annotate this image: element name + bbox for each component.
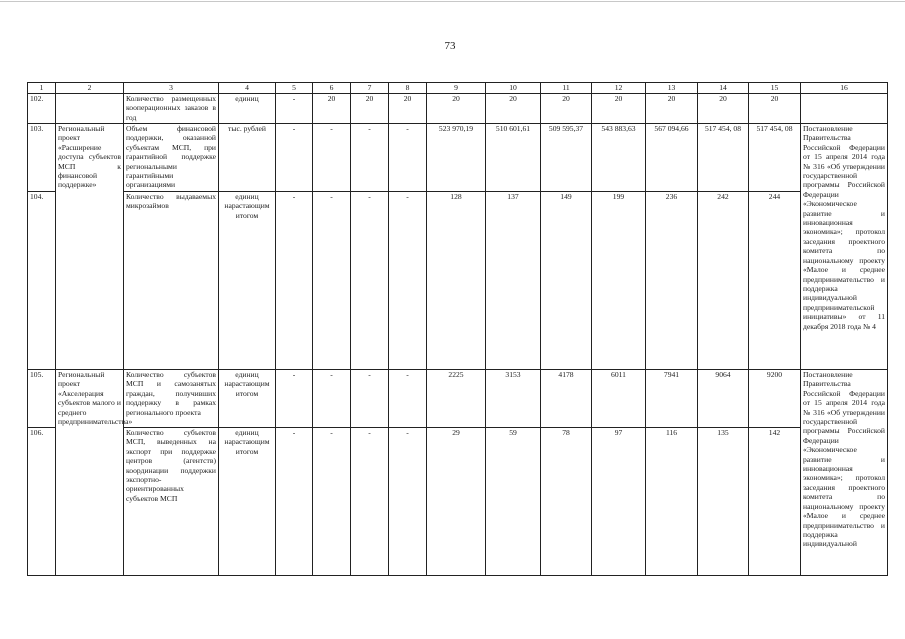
value-cell: 20 bbox=[541, 94, 592, 124]
value-cell: 20 bbox=[351, 94, 389, 124]
value-cell: - bbox=[351, 428, 389, 576]
value-cell: 244 bbox=[749, 192, 801, 370]
row-number: 106. bbox=[28, 428, 56, 576]
value-cell: 523 970,19 bbox=[427, 124, 486, 192]
header-cell: 16 bbox=[801, 83, 888, 94]
indicators-table bbox=[27, 82, 888, 576]
value-cell: 78 bbox=[541, 428, 592, 576]
value-cell: 517 454, 08 bbox=[749, 124, 801, 192]
header-row bbox=[28, 83, 888, 94]
value-cell: 20 bbox=[749, 94, 801, 124]
value-cell: 97 bbox=[592, 428, 646, 576]
header-cell: 13 bbox=[646, 83, 698, 94]
indicator-cell: Количество выдаваемых микрозаймов bbox=[124, 192, 219, 370]
row-number: 105. bbox=[28, 370, 56, 428]
header-cell: 7 bbox=[351, 83, 389, 94]
row-number: 102. bbox=[28, 94, 56, 124]
table-row bbox=[28, 370, 888, 428]
value-cell: 567 094,66 bbox=[646, 124, 698, 192]
value-cell: 20 bbox=[313, 94, 351, 124]
value-cell: - bbox=[313, 192, 351, 370]
page-number: 73 bbox=[444, 40, 456, 52]
value-cell: 20 bbox=[389, 94, 427, 124]
indicator-cell: Количество размещенных кооперационных заказов в год bbox=[124, 94, 219, 124]
value-cell: - bbox=[276, 94, 313, 124]
unit-cell: единиц нарастающим итогом bbox=[219, 428, 276, 576]
value-cell: 7941 bbox=[646, 370, 698, 428]
value-cell: - bbox=[313, 370, 351, 428]
basis-cell: Постановление Правительства Российской Федерации от 15 апреля 2014 года № 316 «Об утверждении государственной программы Российской Федерации «Экономическое развитие и инновационная экономика»; протокол заседания проектного комитета по национальному проекту «Малое и среднее предпринимательство и поддержка индивидуальной предпринимательской инициативы» от 11 декабря 2018 года № 4 bbox=[801, 124, 888, 370]
row-number: 103. bbox=[28, 124, 56, 192]
value-cell: 128 bbox=[427, 192, 486, 370]
value-cell: - bbox=[351, 192, 389, 370]
basis-cell: Постановление Правительства Российской Федерации от 15 апреля 2014 года № 316 «Об утверждении государственной программы Российской Федерации «Экономическое развитие и инновационная экономика»; протокол заседания проектного комитета по национальному проекту «Малое и среднее предпринимательство и поддержка индивидуальной bbox=[801, 370, 888, 576]
value-cell: - bbox=[276, 370, 313, 428]
project-cell: Региональный проект «Акселерация субъектов малого и среднего предпринимательства» bbox=[56, 370, 124, 576]
header-cell: 9 bbox=[427, 83, 486, 94]
value-cell: 29 bbox=[427, 428, 486, 576]
value-cell: - bbox=[276, 192, 313, 370]
value-cell: - bbox=[276, 124, 313, 192]
value-cell: 137 bbox=[486, 192, 541, 370]
unit-cell: тыс. рублей bbox=[219, 124, 276, 192]
value-cell: 20 bbox=[486, 94, 541, 124]
table-row bbox=[28, 94, 888, 124]
indicator-cell: Объем финансовой поддержки, оказанной субъектам МСП, при гарантийной поддержке региональными гарантийными организациями bbox=[124, 124, 219, 192]
value-cell: 59 bbox=[486, 428, 541, 576]
header-cell: 3 bbox=[124, 83, 219, 94]
value-cell: 20 bbox=[427, 94, 486, 124]
value-cell: - bbox=[276, 428, 313, 576]
top-rule bbox=[0, 1, 905, 2]
value-cell: 509 595,37 bbox=[541, 124, 592, 192]
value-cell: 149 bbox=[541, 192, 592, 370]
unit-cell: единиц нарастающим итогом bbox=[219, 370, 276, 428]
table-row bbox=[28, 192, 888, 370]
header-cell: 1 bbox=[28, 83, 56, 94]
value-cell: 517 454, 08 bbox=[698, 124, 749, 192]
indicator-cell: Количество субъектов МСП и самозанятых граждан, получивших поддержку в рамках регионального проекта bbox=[124, 370, 219, 428]
project-cell bbox=[56, 94, 124, 124]
value-cell: 543 883,63 bbox=[592, 124, 646, 192]
header-cell: 6 bbox=[313, 83, 351, 94]
value-cell: - bbox=[389, 124, 427, 192]
row-number: 104. bbox=[28, 192, 56, 370]
value-cell: - bbox=[313, 124, 351, 192]
value-cell: - bbox=[389, 370, 427, 428]
value-cell: 142 bbox=[749, 428, 801, 576]
header-cell: 4 bbox=[219, 83, 276, 94]
unit-cell: единиц нарастающим итогом bbox=[219, 192, 276, 370]
value-cell: 4178 bbox=[541, 370, 592, 428]
table-row bbox=[28, 428, 888, 576]
value-cell: 20 bbox=[646, 94, 698, 124]
header-cell: 2 bbox=[56, 83, 124, 94]
header-cell: 8 bbox=[389, 83, 427, 94]
indicator-cell: Количество субъектов МСП, выведенных на экспорт при поддержке центров (агентств) координации поддержки экспортно-ориентированных субъектов МСП bbox=[124, 428, 219, 576]
value-cell: - bbox=[389, 428, 427, 576]
header-cell: 10 bbox=[486, 83, 541, 94]
header-cell: 12 bbox=[592, 83, 646, 94]
value-cell: - bbox=[351, 124, 389, 192]
value-cell: 242 bbox=[698, 192, 749, 370]
value-cell: 116 bbox=[646, 428, 698, 576]
value-cell: 199 bbox=[592, 192, 646, 370]
header-cell: 5 bbox=[276, 83, 313, 94]
value-cell: - bbox=[351, 370, 389, 428]
value-cell: 20 bbox=[698, 94, 749, 124]
value-cell: 9200 bbox=[749, 370, 801, 428]
value-cell: 3153 bbox=[486, 370, 541, 428]
basis-cell bbox=[801, 94, 888, 124]
value-cell: 510 601,61 bbox=[486, 124, 541, 192]
unit-cell: единиц bbox=[219, 94, 276, 124]
value-cell: 20 bbox=[592, 94, 646, 124]
table-row bbox=[28, 124, 888, 192]
header-cell: 11 bbox=[541, 83, 592, 94]
value-cell: - bbox=[313, 428, 351, 576]
header-cell: 14 bbox=[698, 83, 749, 94]
project-cell: Региональный проект «Расширение доступа субъектов МСП к финансовой поддержке» bbox=[56, 124, 124, 370]
value-cell: 135 bbox=[698, 428, 749, 576]
value-cell: 2225 bbox=[427, 370, 486, 428]
header-cell: 15 bbox=[749, 83, 801, 94]
value-cell: 9064 bbox=[698, 370, 749, 428]
value-cell: - bbox=[389, 192, 427, 370]
value-cell: 6011 bbox=[592, 370, 646, 428]
value-cell: 236 bbox=[646, 192, 698, 370]
